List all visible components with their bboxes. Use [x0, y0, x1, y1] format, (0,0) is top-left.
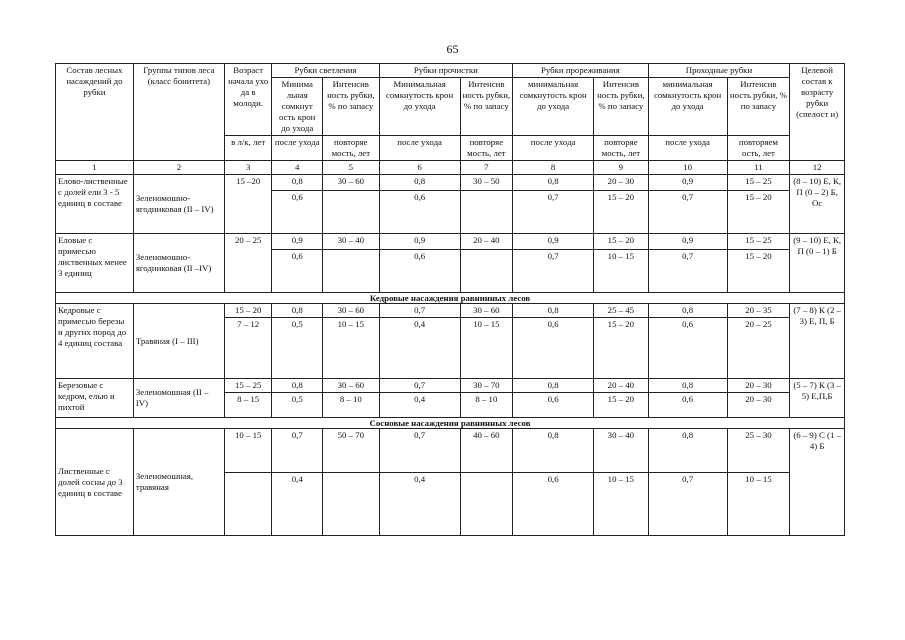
cell-value: 0,4 [379, 473, 460, 536]
cell-value: 50 – 70 [323, 429, 380, 473]
cell-value: 0,8 [648, 304, 727, 318]
column-number-row [56, 161, 845, 175]
cell-value: 0,8 [648, 379, 727, 393]
cell-composition: Кедровые с примесью березы и других пород до 4 единиц состава [56, 304, 134, 379]
column-number: 2 [133, 161, 224, 175]
cell-forest-group: Зеленомошно-ягодниковая (II –IV) [133, 234, 224, 293]
column-number: 6 [379, 161, 460, 175]
header-age-unit: в л/к, лет [224, 136, 272, 161]
cell-value: 8 – 10 [323, 393, 380, 418]
forest-care-table [55, 63, 845, 536]
table-row-deciduous-pine [56, 429, 845, 473]
cell-value: 15 – 20 [594, 191, 649, 234]
cell-target-composition: (8 – 10) Е, К, П (0 – 2) Б, Ос [790, 175, 845, 234]
table-row-birch [56, 379, 845, 393]
cell-value: 20 – 30 [727, 379, 790, 393]
cell-value: 30 – 40 [323, 234, 380, 250]
column-number: 8 [513, 161, 594, 175]
cell-value: 0,7 [648, 473, 727, 536]
cell-start-age: 15 – 25 [224, 379, 272, 393]
cell-value: 8 – 10 [460, 393, 513, 418]
header-cleaning-cutting: Рубки прочистки [379, 64, 513, 78]
column-number: 4 [272, 161, 323, 175]
cell-value: 10 – 15 [323, 318, 380, 379]
cell-value: 0,7 [648, 250, 727, 293]
cell-value: 0,7 [272, 429, 323, 473]
cell-value: 0,9 [648, 175, 727, 191]
cell-value: 30 – 60 [323, 379, 380, 393]
cell-value: 0,8 [379, 175, 460, 191]
cell-value: 0,8 [272, 304, 323, 318]
header-clean-intensity: Интенсив ность рубки, % по запасу [460, 78, 513, 136]
header-thinning-cutting: Рубки прореживания [513, 64, 649, 78]
cell-start-age: 10 – 15 [224, 429, 272, 473]
cell-value: 0,8 [513, 175, 594, 191]
header-light-after: после ухода [272, 136, 323, 161]
cell-value: 0,7 [513, 191, 594, 234]
header-pass-repeat: повторяем ость, лет [727, 136, 790, 161]
header-thin-after: после ухода [513, 136, 594, 161]
cell-value: 0,7 [379, 429, 460, 473]
column-number: 10 [648, 161, 727, 175]
cell-value: 0,8 [513, 429, 594, 473]
cell-value: 0,7 [379, 304, 460, 318]
cell-value: 0,6 [379, 191, 460, 234]
header-pass-min-density: минимальная сомкнутость крон до ухода [648, 78, 727, 136]
cell-target-composition: (5 – 7) К (3 – 5) Е,П,Б [790, 379, 845, 418]
column-number: 1 [56, 161, 134, 175]
section-row-cedar [56, 293, 845, 304]
cell-start-age: 7 – 12 [224, 318, 272, 379]
cell-composition: Лиственные с долей сосны до 3 единиц в составе [56, 429, 134, 536]
cell-value: 0,4 [379, 393, 460, 418]
cell-value: 0,7 [513, 250, 594, 293]
cell-forest-group: Зеленомошная, травяная [133, 429, 224, 536]
cell-value: 0,6 [379, 250, 460, 293]
cell-value: 15 – 25 [727, 234, 790, 250]
cell-value: 25 – 30 [727, 429, 790, 473]
cell-value: 10 – 15 [594, 250, 649, 293]
cell-value: 20 – 40 [594, 379, 649, 393]
column-number: 7 [460, 161, 513, 175]
cell-value: 0,5 [272, 318, 323, 379]
cell-value: 0,6 [272, 250, 323, 293]
header-light-min-density: Минима льная сомкнут ость крон до ухода [272, 78, 323, 136]
cell-value: 0,8 [513, 379, 594, 393]
header-clean-repeat: повторяе мость, лет [460, 136, 513, 161]
header-target-composition: Целевой состав к возрасту рубки (спелост и) [790, 64, 845, 161]
header-clean-after: после ухода [379, 136, 460, 161]
table-row-spruce-deciduous [56, 175, 845, 191]
cell-value: 0,8 [272, 379, 323, 393]
table-row-spruce [56, 234, 845, 250]
cell-value: 20 – 35 [727, 304, 790, 318]
cell-value: 20 – 30 [727, 393, 790, 418]
cell-value: 10 – 15 [594, 473, 649, 536]
cell-value: 0,7 [648, 191, 727, 234]
cell-composition: Березовые с кедром, елью и пихтой [56, 379, 134, 418]
header-pass-intensity: Интенсив ность рубки, % по запасу [727, 78, 790, 136]
cell-value: 30 – 60 [323, 175, 380, 191]
header-thin-repeat: повторяе мость, лет [594, 136, 649, 161]
cell-value: 20 – 30 [594, 175, 649, 191]
cell-value: 0,9 [648, 234, 727, 250]
header-light-intensity: Интенсив ность рубки, % по запасу [323, 78, 380, 136]
cell-value: 0,8 [513, 304, 594, 318]
cell-value: 15 – 20 [727, 191, 790, 234]
cell-start-age: 8 – 15 [224, 393, 272, 418]
cell-target-composition: (7 – 8) К (2 – 3) Е, П, Б [790, 304, 845, 379]
column-number: 3 [224, 161, 272, 175]
cell-value [460, 473, 513, 536]
header-thin-min-density: минимальная сомкнутость крон до ухода [513, 78, 594, 136]
cell-value: 10 – 15 [460, 318, 513, 379]
header-pass-after: после ухода [648, 136, 727, 161]
header-light-cutting: Рубки светления [272, 64, 379, 78]
cell-composition: Еловые с примесью лиственных менее 3 единиц [56, 234, 134, 293]
cell-target-composition: (6 – 9) С (1 – 4) Б [790, 429, 845, 536]
cell-value: 20 – 25 [727, 318, 790, 379]
header-thin-intensity: Интенсив ность рубки, % по запасу [594, 78, 649, 136]
cell-value: 0,9 [379, 234, 460, 250]
cell-value: 0,5 [272, 393, 323, 418]
section-title-cedar: Кедровые насаждения равнинных лесов [56, 293, 845, 304]
cell-value [323, 250, 380, 293]
cell-value [323, 191, 380, 234]
cell-value [323, 473, 380, 536]
cell-value: 0,6 [513, 473, 594, 536]
cell-value: 0,8 [648, 429, 727, 473]
cell-value: 15 – 20 [594, 393, 649, 418]
column-number: 11 [727, 161, 790, 175]
cell-value: 0,6 [513, 318, 594, 379]
cell-value: 30 – 50 [460, 175, 513, 191]
column-number: 9 [594, 161, 649, 175]
header-composition: Состав лесных насаждений до рубки [56, 64, 134, 161]
cell-value: 0,6 [272, 191, 323, 234]
cell-forest-group: Зеленомошная (II – IV) [133, 379, 224, 418]
cell-start-age: 15 – 20 [224, 304, 272, 318]
cell-value: 10 – 15 [727, 473, 790, 536]
cell-value: 40 – 60 [460, 429, 513, 473]
cell-value: 0,4 [272, 473, 323, 536]
header-passage-cutting: Проходные рубки [648, 64, 790, 78]
cell-value: 15 – 20 [727, 250, 790, 293]
cell-value: 0,6 [513, 393, 594, 418]
cell-value [460, 250, 513, 293]
cell-start-age: 20 – 25 [224, 234, 272, 293]
cell-value: 30 – 60 [323, 304, 380, 318]
cell-value: 30 – 70 [460, 379, 513, 393]
cell-value: 15 – 25 [727, 175, 790, 191]
column-number: 12 [790, 161, 845, 175]
cell-value: 0,9 [513, 234, 594, 250]
header-light-repeat: повторяе мость, лет [323, 136, 380, 161]
cell-start-age: 15 –20 [224, 175, 272, 234]
cell-value: 15 – 20 [594, 318, 649, 379]
column-number: 5 [323, 161, 380, 175]
cell-value: 20 – 40 [460, 234, 513, 250]
cell-value: 0,6 [648, 393, 727, 418]
cell-value: 0,4 [379, 318, 460, 379]
cell-value: 30 – 40 [594, 429, 649, 473]
cell-target-composition: (9 – 10) Е, К, П (0 – 1) Б [790, 234, 845, 293]
header-forest-groups: Группы типов леса (класс бонитета) [133, 64, 224, 161]
section-title-pine: Сосновые насаждения равнинных лесов [56, 418, 845, 429]
cell-start-age [224, 473, 272, 536]
cell-value: 0,7 [379, 379, 460, 393]
cell-value: 15 – 20 [594, 234, 649, 250]
cell-composition: Елово-лиственные с долей ели 3 - 5 единиц в составе [56, 175, 134, 234]
header-start-age: Возраст начала ухо да в молоди. [224, 64, 272, 136]
cell-value [460, 191, 513, 234]
cell-forest-group: Травяная (I – III) [133, 304, 224, 379]
header-clean-min-density: Минимальная сомкнутость крон до ухода [379, 78, 460, 136]
table-row-cedar [56, 304, 845, 318]
cell-value: 25 – 45 [594, 304, 649, 318]
cell-value: 0,6 [648, 318, 727, 379]
header-row-groups [56, 64, 845, 78]
cell-value: 0,9 [272, 234, 323, 250]
section-row-pine [56, 418, 845, 429]
cell-forest-group: Зеленомошно-ягодниковая (II – IV) [133, 175, 224, 234]
page-number: 65 [446, 42, 459, 56]
cell-value: 30 – 60 [460, 304, 513, 318]
cell-value: 0,8 [272, 175, 323, 191]
